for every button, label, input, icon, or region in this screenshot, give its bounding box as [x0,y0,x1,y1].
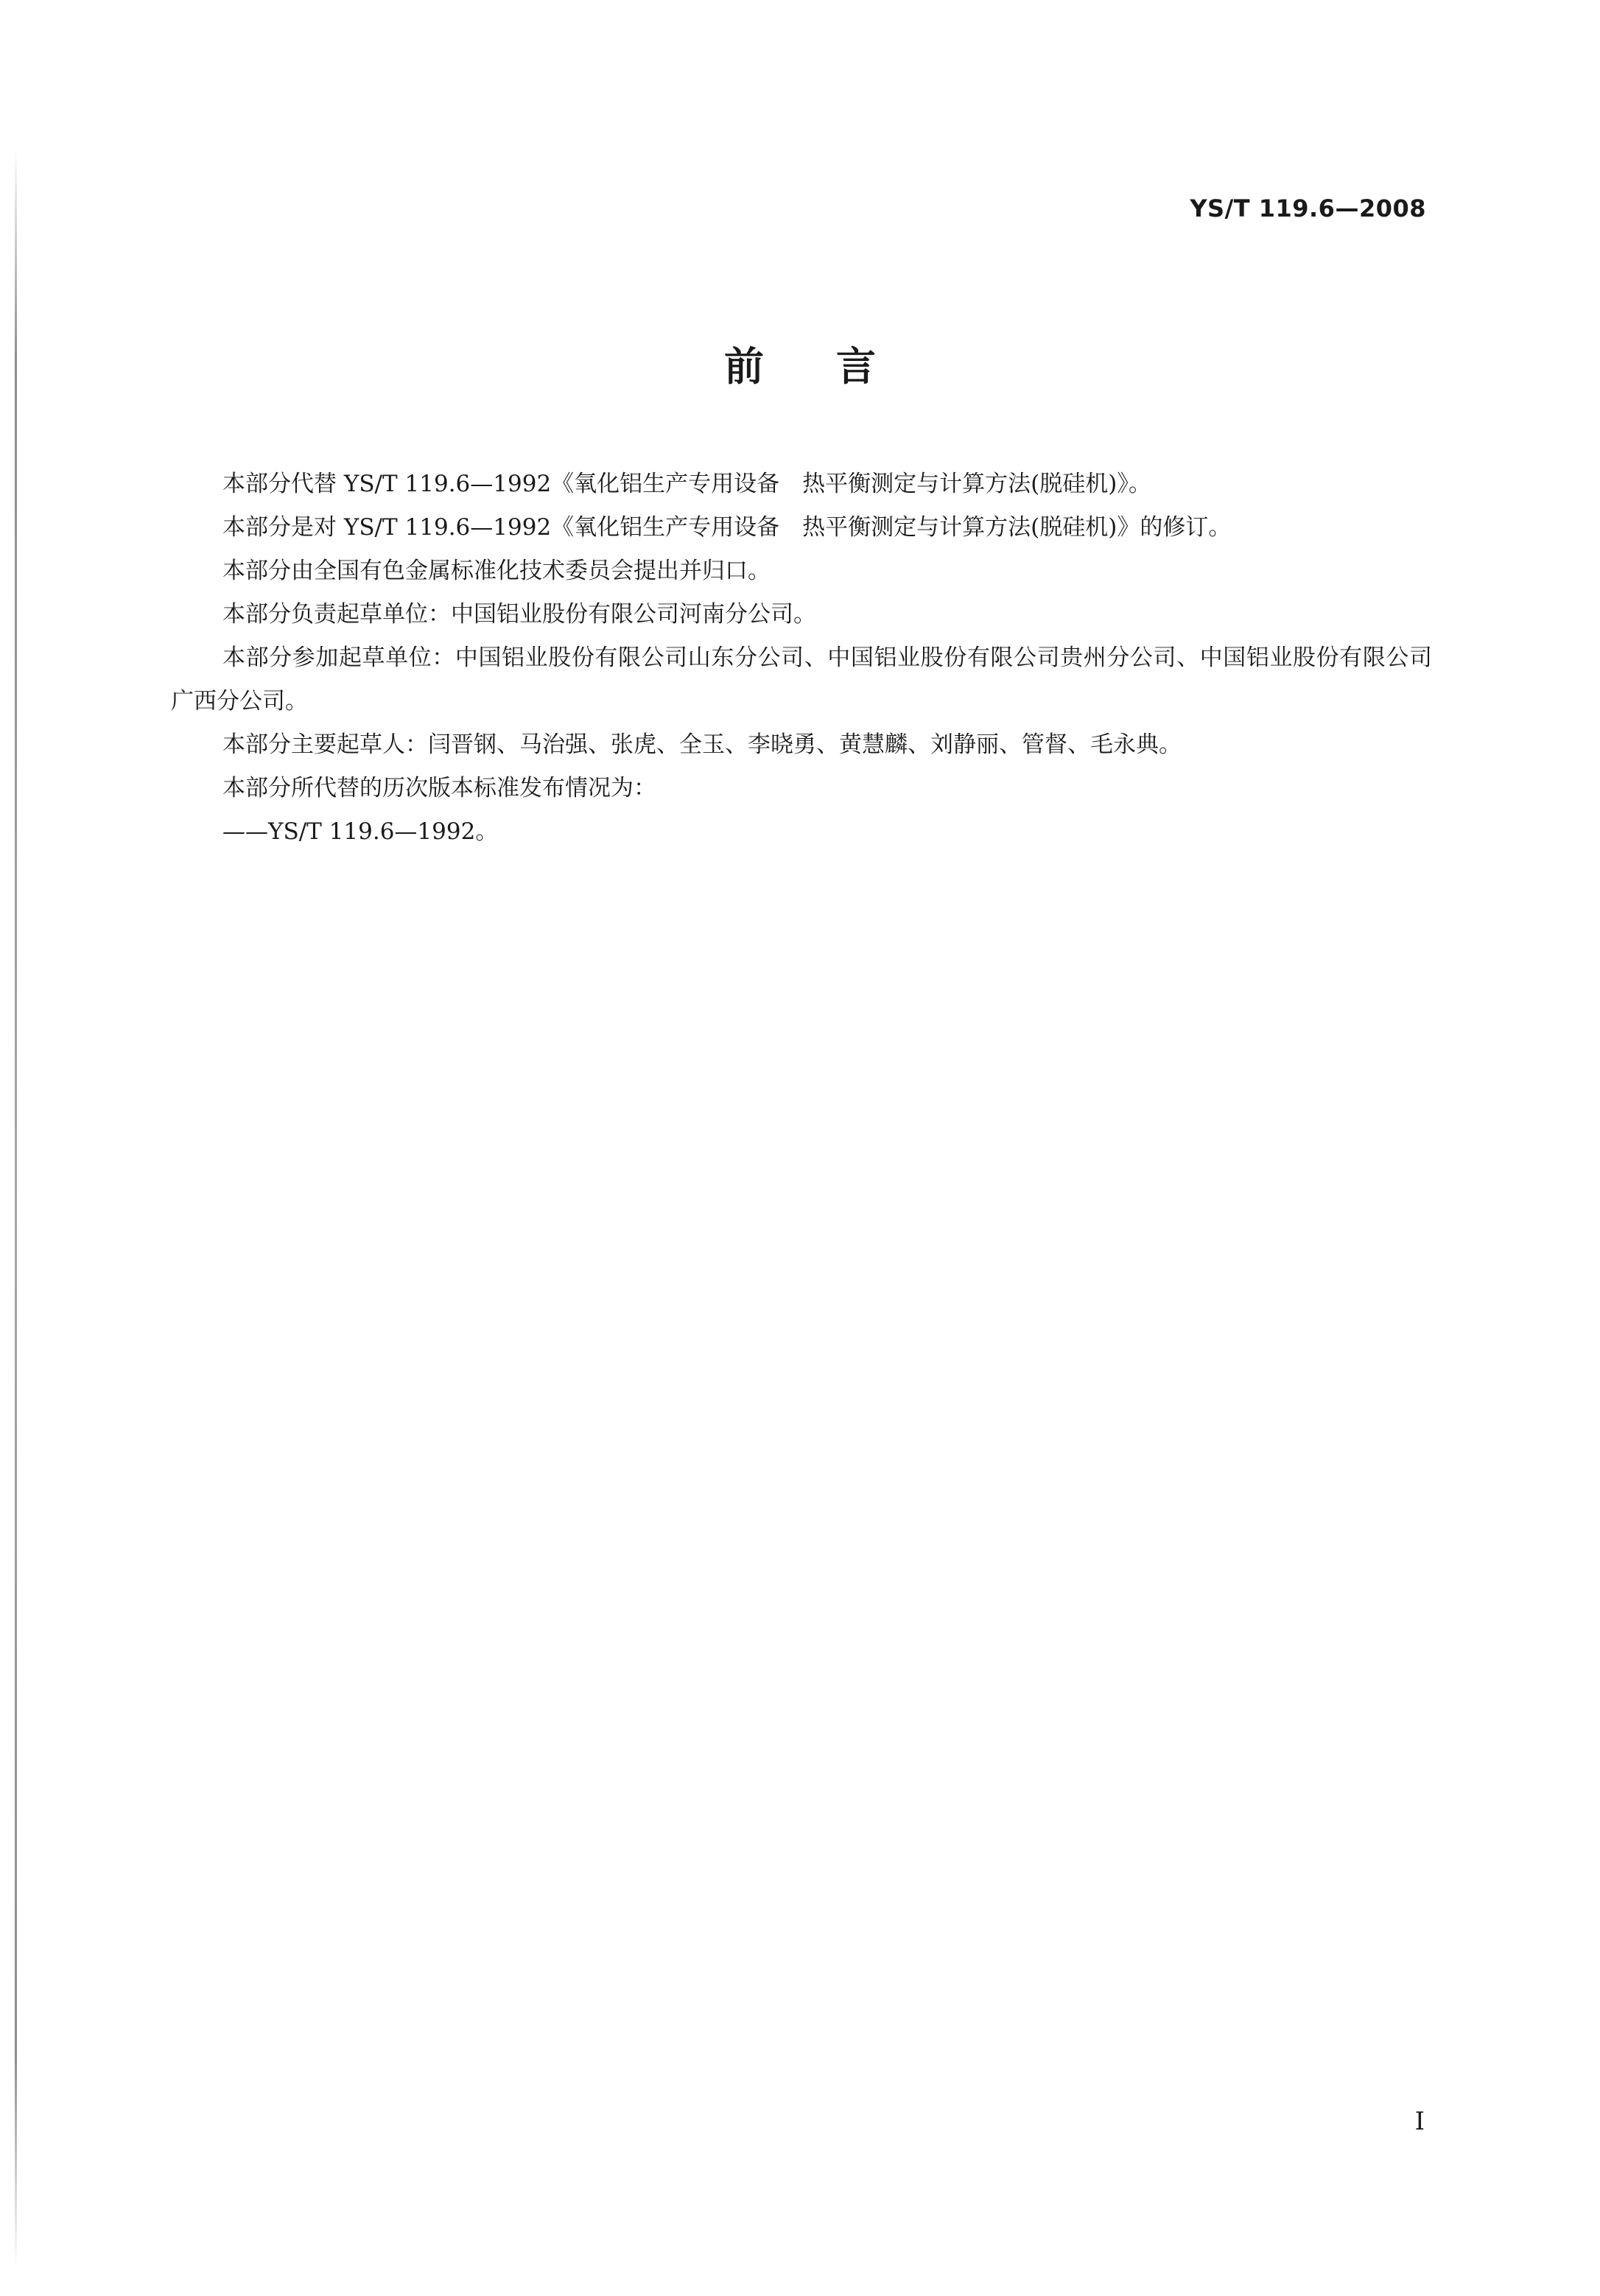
foreword-body [171,463,1432,854]
scan-binding-edge [15,147,17,2269]
paragraph-replaces: 本部分代替 YS/T 119.6—1992《氧化铝生产专用设备 热平衡测定与计算方法(脱硅机)》。 [222,471,1151,497]
paragraph-drafters: 本部分主要起草人：闫晋钢、马治强、张虎、全玉、李晓勇、黄慧麟、刘静丽、管督、毛永典。 [222,731,1182,758]
page-number: I [1414,2107,1425,2136]
paragraph-participating-units: 本部分参加起草单位：中国铝业股份有限公司山东分公司、中国铝业股份有限公司贵州分公司、中国铝业股份有限公司广西分公司。 [171,645,1432,715]
paragraph-history-item: ——YS/T 119.6—1992。 [222,818,499,845]
paragraph-revision: 本部分是对 YS/T 119.6—1992《氧化铝生产专用设备 热平衡测定与计算方法(脱硅机)》的修订。 [222,514,1232,541]
paragraph-proposed-by: 本部分由全国有色金属标准化技术委员会提出并归口。 [222,558,771,584]
paragraph-history-intro: 本部分所代替的历次版本标准发布情况为： [222,775,656,801]
paragraph-drafting-unit: 本部分负责起草单位：中国铝业股份有限公司河南分公司。 [222,601,816,628]
page-title: 前言 [724,343,948,390]
standard-code: YS/T 119.6—2008 [1190,194,1426,222]
